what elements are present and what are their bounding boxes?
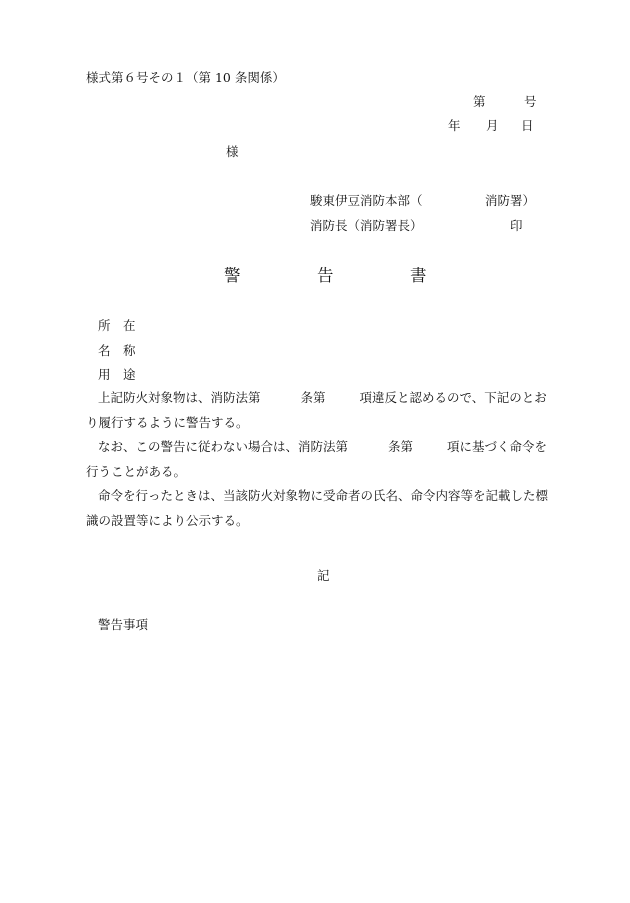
body-paragraph-1-line-1: 上記防火対象物は、消防法第 条第 項違反と認めるので、下記のとお xyxy=(98,390,547,405)
field-usage-label: 用 途 xyxy=(98,367,136,382)
title-char-1: 警 xyxy=(224,266,241,285)
date-day-label: 日 xyxy=(521,118,534,133)
field-name-label: 名 称 xyxy=(98,343,136,358)
recipient-sama-label: 様 xyxy=(226,144,239,159)
body-paragraph-1-line-2: り履行するように警告する。 xyxy=(86,414,249,430)
seal-label: 印 xyxy=(510,218,523,233)
date-year-label: 年 xyxy=(448,118,461,133)
body-paragraph-3-line-1: 命令を行ったときは、当該防火対象物に受命者の氏名、命令内容等を記載した標 xyxy=(98,488,549,503)
date-month-label: 月 xyxy=(486,118,499,133)
body-paragraph-2-line-2: 行うことがある。 xyxy=(86,463,187,479)
form-number: 様式第６号その１（第 10 条関係） xyxy=(86,70,285,85)
issuer-org-prefix: 駿東伊豆消防本部（ xyxy=(310,193,423,208)
body-paragraph-2-line-1: なお、この警告に従わない場合は、消防法第 条第 項に基づく命令を xyxy=(98,439,548,454)
ki-heading: 記 xyxy=(317,568,330,583)
issuer-chief: 消防長（消防署長） xyxy=(310,218,423,233)
title-char-2: 告 xyxy=(317,266,334,285)
body-paragraph-3-line-2: 識の設置等により公示する。 xyxy=(86,512,249,528)
number-dai-label: 第 xyxy=(473,94,486,109)
number-go-label: 号 xyxy=(524,94,537,109)
title-char-3: 書 xyxy=(410,266,427,285)
warning-items-label: 警告事項 xyxy=(98,617,149,632)
issuer-org-suffix: 消防署） xyxy=(485,193,536,208)
body-text xyxy=(86,386,552,533)
field-location-label: 所 在 xyxy=(98,318,136,333)
